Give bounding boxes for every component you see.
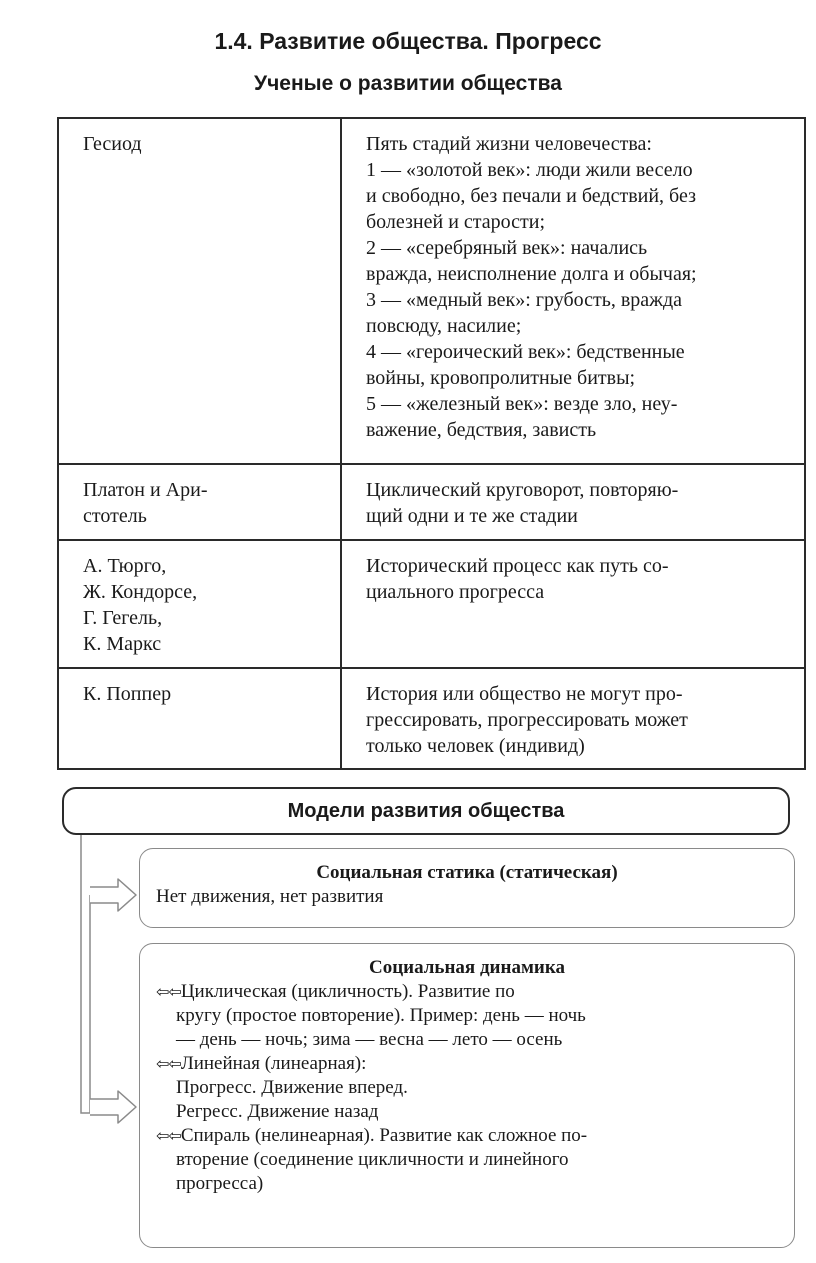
view-line: циального прогресса bbox=[366, 581, 545, 603]
view-line: болезней и старости; bbox=[366, 211, 546, 233]
cyclic-item bbox=[156, 980, 778, 1004]
view-line: вражда, неисполнение долга и обычая; bbox=[366, 263, 697, 285]
arrow-to-dynamic-icon bbox=[90, 1091, 136, 1123]
models-header: Модели развития общества bbox=[62, 787, 790, 835]
scholar-name: Гесиод bbox=[83, 133, 142, 155]
cyclic-line: — день — ночь; зима — весна — лето — осень bbox=[176, 1029, 563, 1050]
scholar-name: стотель bbox=[83, 505, 147, 527]
view-line: Циклический круговорот, повторяю- bbox=[366, 479, 679, 501]
scholar-name: К. Поппер bbox=[83, 683, 172, 705]
double-left-arrow-icon: ⇦⇦ bbox=[156, 1054, 181, 1073]
scholar-name: Платон и Ари- bbox=[83, 479, 208, 501]
scholar-cell bbox=[58, 118, 341, 464]
scholar-name: Г. Гегель, bbox=[83, 607, 163, 629]
scholar-cell bbox=[58, 668, 341, 769]
view-line: История или общество не могут про- bbox=[366, 683, 683, 705]
view-cell bbox=[341, 118, 805, 464]
view-line: 2 — «серебряный век»: начались bbox=[366, 237, 648, 259]
spiral-line: вторение (соединение цикличности и линейного bbox=[176, 1149, 569, 1170]
arrow-to-static-icon bbox=[90, 879, 136, 911]
view-line: Исторический процесс как путь со- bbox=[366, 555, 669, 577]
scholars-table bbox=[57, 117, 806, 770]
table-row bbox=[58, 118, 805, 464]
page-title: 1.4. Развитие общества. Прогресс bbox=[214, 28, 602, 54]
view-line: войны, кровопролитные битвы; bbox=[366, 367, 636, 389]
scholar-cell bbox=[58, 540, 341, 668]
view-line: 1 — «золотой век»: люди жили весело bbox=[366, 159, 693, 181]
linear-line: Прогресс. Движение вперед. bbox=[176, 1077, 408, 1098]
double-left-arrow-icon: ⇦⇦ bbox=[156, 982, 181, 1001]
view-line: и свободно, без печали и бедствий, без bbox=[366, 185, 696, 207]
table-row bbox=[58, 464, 805, 540]
linear-item bbox=[156, 1052, 778, 1076]
social-dynamics-box bbox=[139, 943, 795, 1248]
scholar-cell bbox=[58, 464, 341, 540]
view-line: грессировать, прогрессировать может bbox=[366, 709, 688, 731]
view-line: 3 — «медный век»: грубость, вражда bbox=[366, 289, 683, 311]
statics-text: Нет движения, нет развития bbox=[156, 886, 384, 907]
view-line: только человек (индивид) bbox=[366, 735, 585, 757]
spiral-line: Спираль (нелинеарная). Развитие как сложное по- bbox=[180, 1125, 588, 1146]
linear-line: Регресс. Движение назад bbox=[176, 1101, 379, 1122]
scholar-name: К. Маркс bbox=[83, 633, 162, 655]
view-line: повсюду, насилие; bbox=[366, 315, 522, 337]
linear-line: Линейная (линеарная): bbox=[180, 1053, 367, 1074]
page-subtitle: Ученые о развитии общества bbox=[254, 72, 562, 95]
connector-trunk bbox=[81, 834, 90, 1113]
view-line: важение, бедствия, зависть bbox=[366, 419, 597, 441]
view-cell bbox=[341, 540, 805, 668]
scholar-name: А. Тюрго, bbox=[83, 555, 167, 577]
view-cell bbox=[341, 668, 805, 769]
statics-title: Социальная статика (статическая) bbox=[316, 862, 618, 883]
view-line: щий одни и те же стадии bbox=[366, 505, 578, 527]
scholar-name: Ж. Кондорсе, bbox=[83, 581, 198, 603]
view-line: Пять стадий жизни человечества: bbox=[366, 133, 652, 155]
spiral-line: прогресса) bbox=[176, 1173, 264, 1194]
table-row bbox=[58, 540, 805, 668]
cyclic-line: Циклическая (цикличность). Развитие по bbox=[180, 981, 515, 1002]
cyclic-line: кругу (простое повторение). Пример: день — ночь bbox=[176, 1005, 586, 1026]
view-cell bbox=[341, 464, 805, 540]
table-row bbox=[58, 668, 805, 769]
double-left-arrow-icon: ⇦⇦ bbox=[156, 1126, 181, 1145]
view-line: 5 — «железный век»: везде зло, неу- bbox=[366, 393, 678, 415]
spiral-item bbox=[156, 1124, 778, 1148]
view-line: 4 — «героический век»: бедственные bbox=[366, 341, 685, 363]
social-statics-box bbox=[139, 848, 795, 928]
dynamics-title: Социальная динамика bbox=[368, 957, 566, 978]
